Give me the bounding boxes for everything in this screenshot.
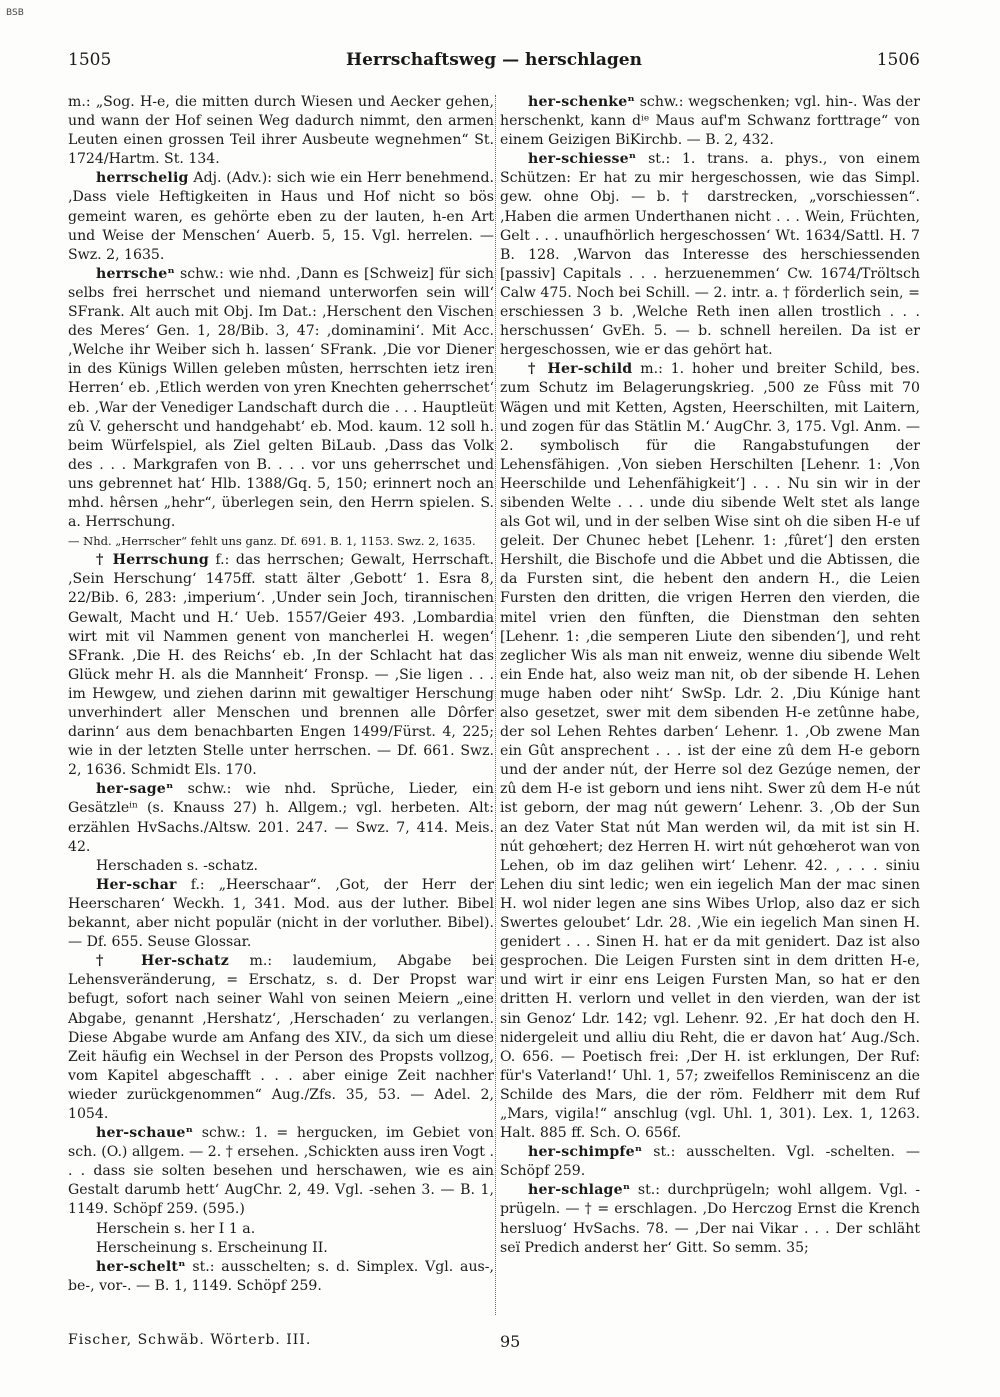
entry-text: Adj. (Adv.): sich wie ein Herr benehmend. ‚Dass viele Heftigkeiten in Haus und Hof nicht so bös gemeint waren, es gehörte eben zu der lauten, h-en Art und Weise der Menschen‘ Auerb. 5, 15. Vgl. herrelen. — Swz. 2, 1635. [68,170,494,263]
dictionary-entry [68,93,494,169]
entry-text: schw.: 1. = hergucken, im Gebiet von sch. (O.) allgem. — 2. † ersehen. ‚Schickten auss iren Vogt . . . dass sie solten besehen und herschawen, wie es ain Gestalt darumb hett‘ AugChr. 2, 49. Vgl. -sehen 3. — B. 1, 1149. Schöpf 259. (595.) [68,1125,494,1218]
entry-text: schw.: wegschenken; vgl. hin-. Was der herschenkt, kann dⁱᵉ Maus auf'm Schwanz forttrage“ von einem Geizigen BiKirchb. — B. 2, 432. [500,94,920,149]
entry-lemma: † Her-schatz [96,953,229,970]
entry-lemma: her-schiesseⁿ [528,151,637,168]
entry-lemma: herrschelig [96,170,189,187]
entry-lemma: her-schlageⁿ [528,1182,631,1199]
dictionary-entry [68,1258,494,1296]
dictionary-entry [68,265,494,532]
entry-text: schw.: wie nhd. ‚Dann es [Schweiz] für sich selbs frei herrschet und niemand unterworfen sein will‘ SFrank. Alt auch mit Obj. Im Dat.: ‚Herschent den Vischen des Meres‘ Gen. 1, 28/Bib. 3, 47: ‚dominamini‘. Mit Acc. ‚Welche ihr Weiber sich h. lassen‘ SFrank. ‚Die vor Diener in des Künigs Willen geleben mûsten, herrschten ietz iren Herren‘ eb. ‚Etlich werden von yren Knechten geherrschet‘ eb. ‚War der Venediger Landschaft durch die . . . Hauptleüt zû V. geherscht und handgehabt‘ eb. Mod. kaum. 12 soll h. beim Würfelspiel, als Ziel gelten BiLaub. ‚Dass das Volk des . . . Markgrafen von B. . . . vor uns geherrschet und uns gebrennet hat‘ Hlb. 1388/Gq. 5, 150; erinnert noch an mhd. hêrsen „hehr“, überlegen sein, den Herrn spielen. S. a. Herrschung. [68,265,494,531]
dictionary-entry [68,169,494,264]
entry-text: Herschein s. her I 1 a. [96,1220,256,1237]
left-column [68,93,494,1318]
entry-text: st.: durchprügeln; wohl allgem. Vgl. -prügeln. — † = erschlagen. ‚Do Herczog Ernst die Krench hersluog‘ HvSachs. 78. — ‚Der nai Vikar . . . Der schläht seï Predich anderst her‘ Gitt. So semm. 35; [500,1182,920,1256]
column-divider [495,95,496,1315]
entry-text: Herscheinung s. Erscheinung II. [96,1239,328,1256]
page-number-right: 1506 [876,50,920,70]
entry-text: m.: 1. hoher und breiter Schild, bes. zum Schutz im Belagerungskrieg. ‚500 ze Fûss mit 70 Wägen und mit Ketten, Agsten, Heerschilten, mit Laitern, und zogen für das Stätlin M.‘ AugChr. 3, 175. Vgl. Anm. — 2. symbolisch für die Rangabstufungen der Lehensfähigen. ‚Von sieben Herschilten [Lehenr. 1: ‚Von Heerschilde und Lehenfähigkeit‘] . . . Nu sin wir in der sibenden Welte . . . unde diu sibende Welt stet als lange als Got wil, und in der selben Wise sint oh die siben H-e uf geleit. Der Chunec hebet [Lehenr. 1: ‚fûret‘] den ersten Hershilt, die Bischofe und die Abbet und die Abtissen, die da Fursten sint, die hebent den andern H., die Leien Fursten den dritten, die vrigen Herren den vierden, die mitel vrien den fünften, die Dienstman den sehten [Lehenr. 1: ‚die semperen Liute den sibenden‘], und reht zeglicher Wis als man nit enweiz, wenne diu sibende Welt ein Ende hat, also weiz man nit, ob der sibende H. Lehen muge haben oder niht‘ SwSp. Ldr. 2. ‚Diu Kúnige hant also gesetzet, swer mit dem sibenden H-e zetûnne habe, der sol Lehen Rehtes darben‘ Lehenr. 1. ‚Ob zwene Man ein Gût ansprechent . . . ist der eine zû dem H-e geborn und der ander nút, der Herre sol dez Gezúge nemen, der zû dem H-e ist geborn und iens niht. Swer zû dem H-e nút ist geborn, der mag nút gewern‘ Lehenr. 3. ‚Ob der Sun an dez Vater Stat nút Man werden wil, da mit ist sin H. nút gehœhert; dez Herren H. wirt nút gehœherot wan von Lehen, ob im daz gelihen wirt‘ Lehenr. 42. ‚ . . . siniu Lehen diu sint ledic; wen ein iegelich Man der mac sinen H. wol nider legen ane sins Wibes Urlop, also daz er sich Swertes geloubet‘ Ldr. 28. ‚Wie ein iegelich Man sinen H. genidert . . . Sinen H. hat er da mit genidert. Daz ist also gesprochen. Die Leigen Fursten sint in dem dritten H-e, und wirt ir einr ens Leigen Fursten Man, so hat er den dritten H. verlorn und vellet in den vierden, wan der ist sin Genoz‘ Ldr. 142; vgl. Lehenr. 92. ‚Er hat doch den H. nidergeleit und alliu diu Reht, die er davon hat‘ Aug./Sch. O. 656. — Poetisch frei: ‚Der H. ist erklungen, Der Ruf: für's Vaterland!‘ Uhl. 1, 57; zweifellos Reminiscenz an die Schilde des Mars, die der röm. Feldherr mit dem Ruf „Mars, vigila!“ anschlug (vgl. Uhl. 1, 301). Lex. 1, 1263. Halt. 885 ff. Sch. O. 656f. [500,361,920,1142]
page-number-left: 1505 [68,50,112,70]
footer-sheet-number: 95 [500,1332,521,1351]
entry-text: — Nhd. „Herrscher“ fehlt uns ganz. Df. 691. B. 1, 1153. Swz. 2, 1635. [68,534,476,549]
footer-author: Fischer, Schwäb. Wörterb. III. [68,1332,312,1348]
entry-lemma: her-sageⁿ [96,781,174,798]
entry-lemma: Her-schar [96,876,177,893]
dictionary-entry [68,780,494,856]
entry-text: st.: ausschelten; s. d. Simplex. Vgl. aus-, be-, vor-. — B. 1, 1149. Schöpf 259. [68,1258,494,1294]
entry-text: Herschaden s. -schatz. [96,857,259,874]
dictionary-entry [500,93,920,150]
entry-lemma: her-scheltⁿ [96,1258,186,1275]
dictionary-entry [68,876,494,952]
dictionary-entry [68,1239,494,1258]
entry-text: st.: ausschelten. Vgl. -schelten. — Schöpf 259. [500,1144,920,1180]
entry-lemma: † Her-schild [528,361,633,378]
dictionary-entry [500,360,920,1143]
entry-lemma: her-schenkeⁿ [528,94,635,110]
page-footer [68,1332,920,1356]
entry-lemma: herrscheⁿ [96,265,175,282]
entry-text: schw.: wie nhd. Sprüche, Lieder, ein Gesätzleⁱⁿ (s. Knauss 27) h. Allgem.; vgl. herbeten. Alt: erzählen HvSachs./Altsw. 201. 247. — Swz. 7, 414. Meis. 42. [68,781,494,855]
dictionary-entry [68,1220,494,1239]
page-header [68,50,920,74]
entry-text: st.: 1. trans. a. phys., von einem Schützen: Er hat zu mir hergeschossen, wie das Simpl. gew. ohne Obj. — b. † darstrecken, „vorschiessen“. ‚Haben die armen Underthanen nicht . . . Wein, Früchten, Gelt . . . unaufhörlich hergeschossen‘ Wt. 1634/Sattl. H. 7 B. 128. ‚Warvon das Interesse des herschiessenden [passiv] Capitals . . . herzuenemmen‘ Cw. 1674/Tröltsch Calw 475. Noch bei Schill. — 2. intr. a. † förderlich sein, = erschiessen 3 b. ‚Welche Reth inen allen trostlich . . . herschussen‘ GvEh. 5. — b. schnell hereilen. Da ist er hergeschossen, wie er das gehört hat. [500,151,920,359]
entry-lemma: her-schaueⁿ [96,1125,194,1142]
entry-text: f.: das herrschen; Gewalt, Herrschaft. ‚Sein Herschung‘ 1475ff. statt älter ‚Gebott‘ 1. Esra 8, 22/Bib. 6, 283: ‚imperium‘. ‚Under sein Joch, tirannischen Gewalt, Macht und H.‘ Ueb. 1557/Geier 493. ‚Lombardia wirt mit vil Nammen genent von mancherlei H. wegen‘ SFrank. ‚Die H. des Reichs‘ eb. ‚In der Schlacht hat das Glück mehr H. als die Mannheit‘ Fronsp. — ‚Sie ligen . . . im Hewgew, und ziehen darinn mit gewaltiger Herschung unverhindert aller Menschen und brennen alle Dôrfer darinn‘ aus dem benachbarten Engen 1499/Fürst. 4, 225; wie in der letzten Stelle unter herrschen. — Df. 661. Swz. 2, 1636. Schmidt Els. 170. [68,552,494,779]
dictionary-entry [500,150,920,360]
entry-text: m.: „Sog. H-e, die mitten durch Wiesen und Aecker gehen, und wann der Hof seinen Weg dadurch nimmt, den armen Leuten einen grossen Teil ihrer Ausbeute wegnehmen“ St. 1724/Hartm. St. 134. [68,94,494,168]
right-column [500,93,920,1318]
dictionary-entry [68,952,494,1124]
dictionary-entry [68,857,494,876]
dictionary-entry [500,1143,920,1181]
dictionary-entry [68,551,494,780]
dictionary-entry [68,1124,494,1219]
entry-lemma: her-schimpfeⁿ [528,1144,643,1161]
page-title: Herrschaftsweg — herschlagen [346,50,642,70]
entry-lemma: † Herrschung [96,552,209,569]
dictionary-entry [500,1181,920,1257]
dictionary-entry [68,532,494,551]
entry-text: f.: „Heerschaar“. ‚Got, der Herr der Heerscharen‘ Weckh. 1, 341. Mod. aus der luther. Bibel bekannt, aber nicht populär (nicht in der vorluther. Bibel). — Df. 655. Seuse Glossar. [68,876,494,951]
entry-text: m.: laudemium, Abgabe bei Lehensveränderung, = Erschatz, s. d. Der Propst war befugt, sofort nach seiner Wahl von seinen Meiern „eine Abgabe, genannt ‚Hershatz‘, ‚Herschaden‘ zu verlangen. Diese Abgabe wurde am Anfang des XIV., da sich um diese Zeit häufig ein Wechsel in der Person des Propsts vollzog, vom Kapitel abgeschafft . . . aber einige Zeit nachher wieder zurückgenommen“ Aug./Zfs. 35, 53. — Adel. 2, 1054. [68,953,494,1122]
library-stamp: BSB [6,8,24,18]
